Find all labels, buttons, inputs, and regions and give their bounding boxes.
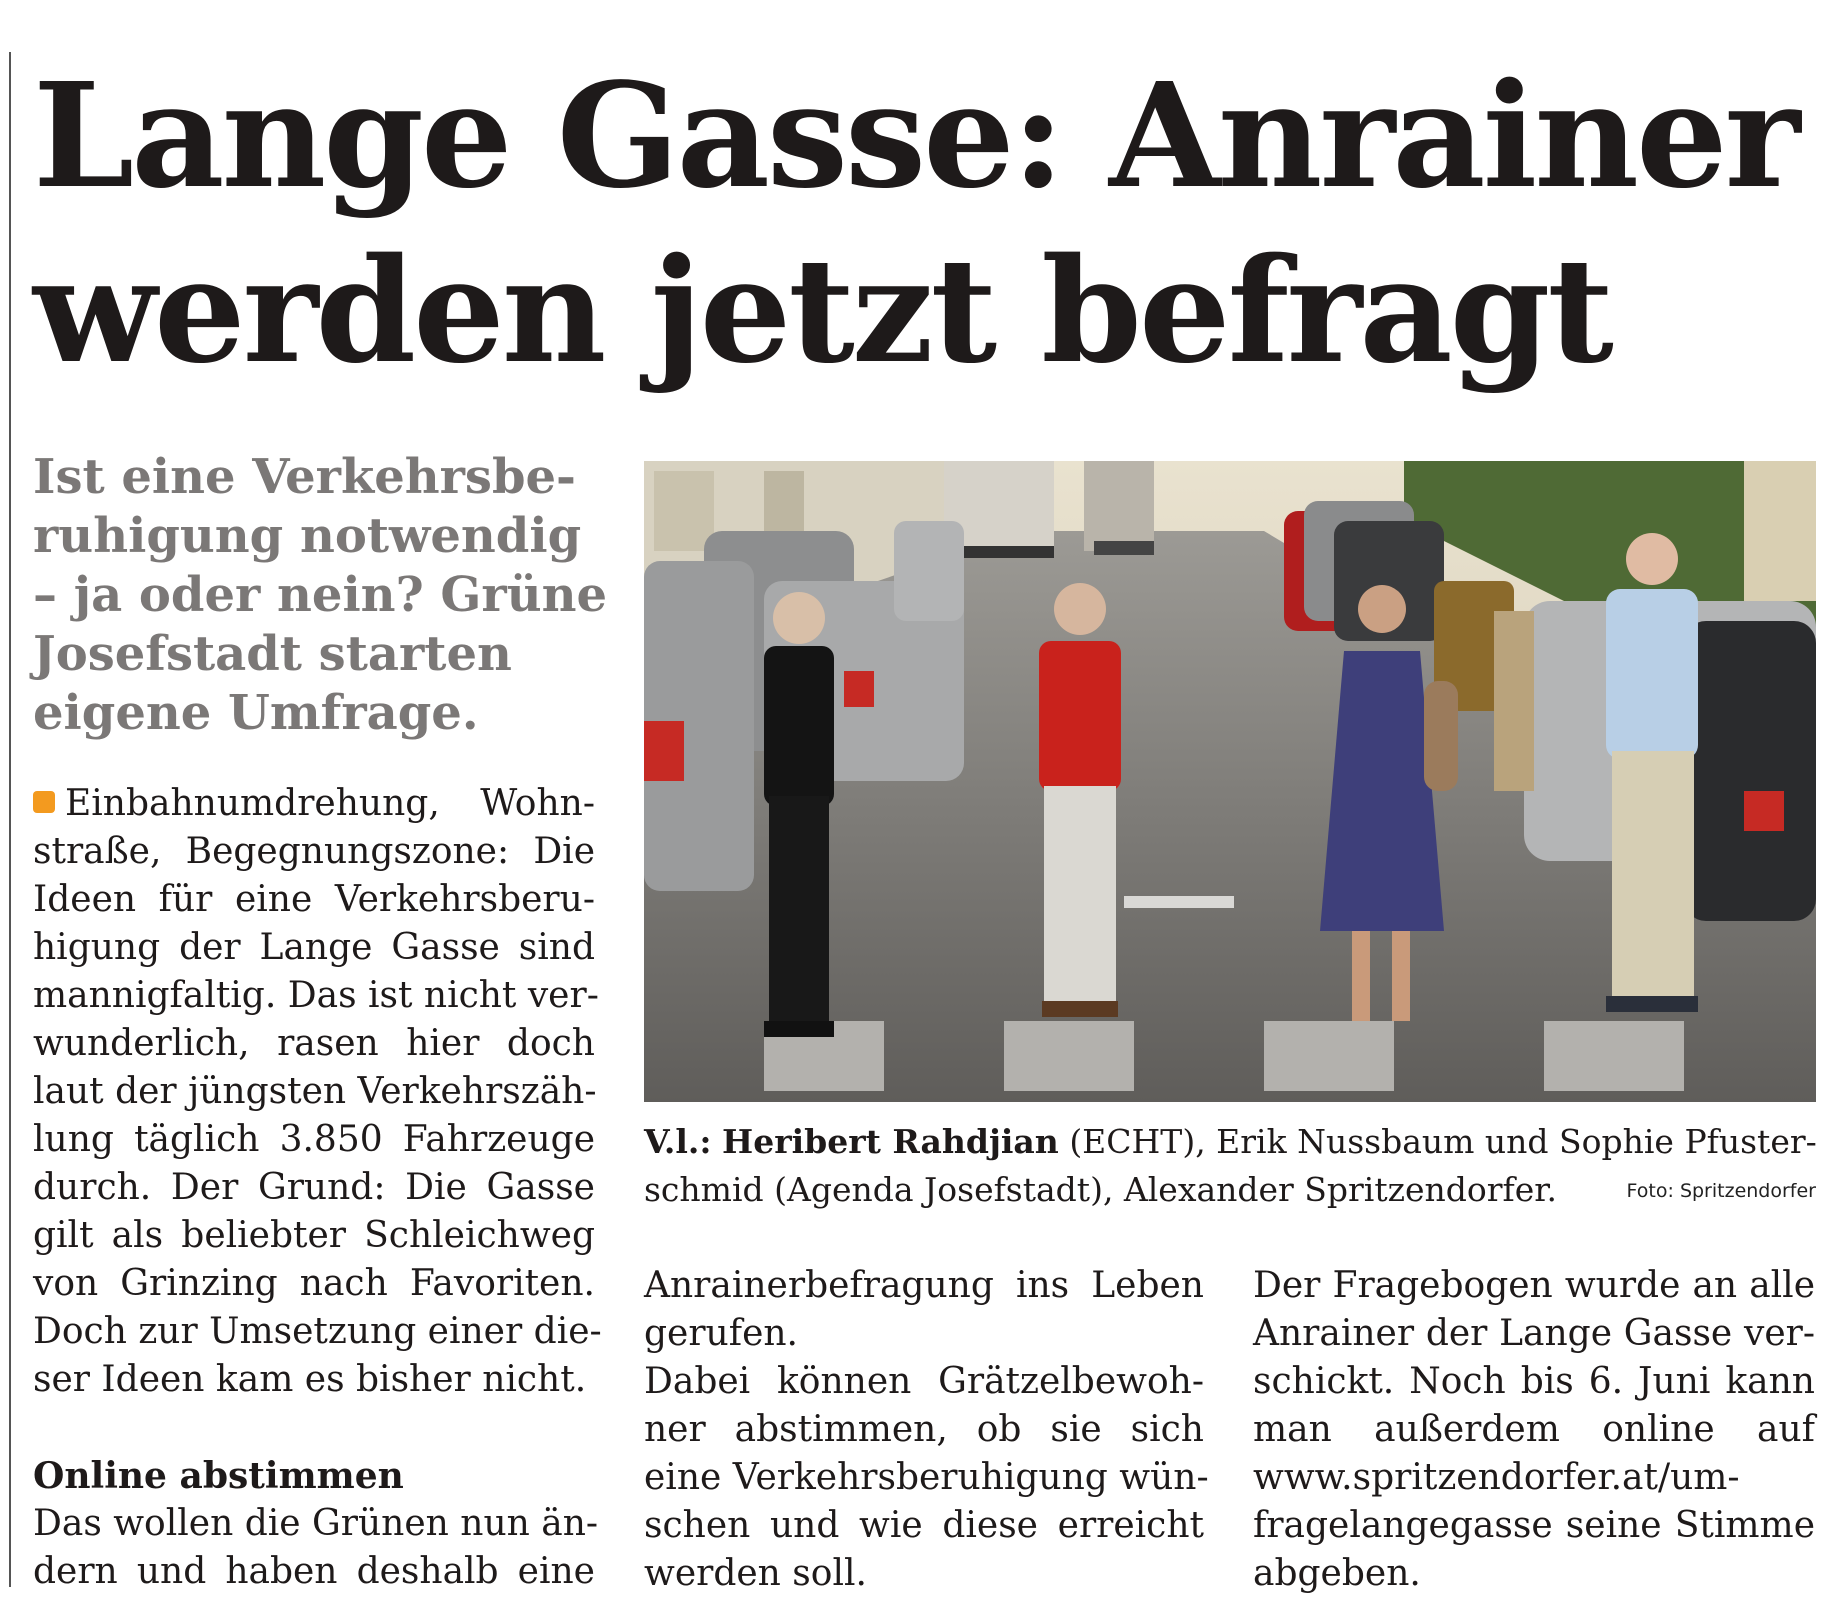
body-line: von Grinzing nach Favoriten. bbox=[33, 1263, 595, 1304]
body-line: straße, Begegnungszone: Die bbox=[33, 831, 595, 872]
lead-line: eigene Umfrage. bbox=[33, 685, 479, 741]
body-line: werden soll. bbox=[644, 1553, 867, 1594]
column-rule bbox=[9, 52, 11, 1587]
body-line: eine Verkehrsberuhigung wün- bbox=[644, 1457, 1209, 1498]
street-photo bbox=[644, 461, 1816, 1102]
body-line: mannigfaltig. Das ist nicht ver- bbox=[33, 975, 599, 1016]
lead-line: Ist eine Verkehrsbe- bbox=[33, 449, 576, 505]
body-line: ser Ideen kam es bisher nicht. bbox=[33, 1359, 587, 1400]
body-line: wunderlich, rasen hier doch bbox=[33, 1023, 595, 1064]
body-line: schickt. Noch bis 6. Juni kann bbox=[1253, 1361, 1815, 1402]
body-line: higung der Lange Gasse sind bbox=[33, 927, 595, 968]
body-line: dern und haben deshalb eine bbox=[33, 1551, 595, 1592]
lead-paragraph bbox=[33, 448, 613, 743]
body-line: man außerdem online auf bbox=[1253, 1409, 1815, 1450]
article-column-2 bbox=[644, 1262, 1209, 1598]
lead-line: Josefstadt starten bbox=[33, 626, 512, 682]
body-line: Anrainer der Lange Gasse ver- bbox=[1253, 1313, 1815, 1354]
subheading: Online abstimmen bbox=[33, 1455, 404, 1497]
bullet-marker-icon bbox=[33, 791, 55, 813]
caption-line-1 bbox=[644, 1118, 1816, 1166]
body-line: Das wollen die Grünen nun än- bbox=[33, 1503, 599, 1544]
body-line: lung täglich 3.850 Fahrzeuge bbox=[33, 1119, 595, 1160]
lead-line: – ja oder nein? Grüne bbox=[33, 567, 608, 623]
body-line: abgeben. bbox=[1253, 1553, 1421, 1594]
headline bbox=[33, 48, 1823, 398]
body-line: schen und wie diese erreicht bbox=[644, 1505, 1204, 1546]
caption-prefix: V.l.: bbox=[644, 1122, 712, 1161]
body-line: Doch zur Umsetzung einer die- bbox=[33, 1311, 602, 1352]
body-line: Anrainerbefragung ins Leben bbox=[644, 1265, 1204, 1306]
body-line: fragelangegasse seine Stimme bbox=[1253, 1505, 1815, 1546]
caption-line-2: schmid (Agenda Josefstadt), Alexander Spritzendorfer. bbox=[644, 1170, 1557, 1209]
body-line: gerufen. bbox=[644, 1313, 799, 1354]
body-line: Dabei können Grätzelbewoh- bbox=[644, 1361, 1204, 1402]
body-line: Der Fragebogen wurde an alle bbox=[1253, 1265, 1815, 1306]
lead-line: ruhigung notwendig bbox=[33, 508, 582, 564]
body-line: laut der jüngsten Verkehrszäh- bbox=[33, 1071, 597, 1112]
body-line: Ideen für eine Verkehrsberu- bbox=[33, 879, 595, 920]
headline-line-1: Lange Gasse: Anrainer bbox=[33, 51, 1798, 220]
body-line: ner abstimmen, ob sie sich bbox=[644, 1409, 1204, 1450]
article-column-3 bbox=[1253, 1262, 1815, 1598]
caption-text: (ECHT), Erik Nussbaum und Sophie Pfuster- bbox=[1069, 1122, 1817, 1161]
article-column-1 bbox=[33, 780, 602, 1596]
body-line: gilt als beliebter Schleichweg bbox=[33, 1215, 595, 1256]
body-line: durch. Der Grund: Die Gasse bbox=[33, 1167, 595, 1208]
headline-line-2: werden jetzt befragt bbox=[33, 226, 1611, 395]
caption-name: Heribert Rahdjian bbox=[722, 1122, 1059, 1161]
body-line: www.spritzendorfer.at/um- bbox=[1253, 1457, 1740, 1498]
photo-credit: Foto: Spritzendorfer bbox=[1626, 1180, 1816, 1202]
body-line: Einbahnumdrehung, Wohn- bbox=[33, 780, 595, 828]
